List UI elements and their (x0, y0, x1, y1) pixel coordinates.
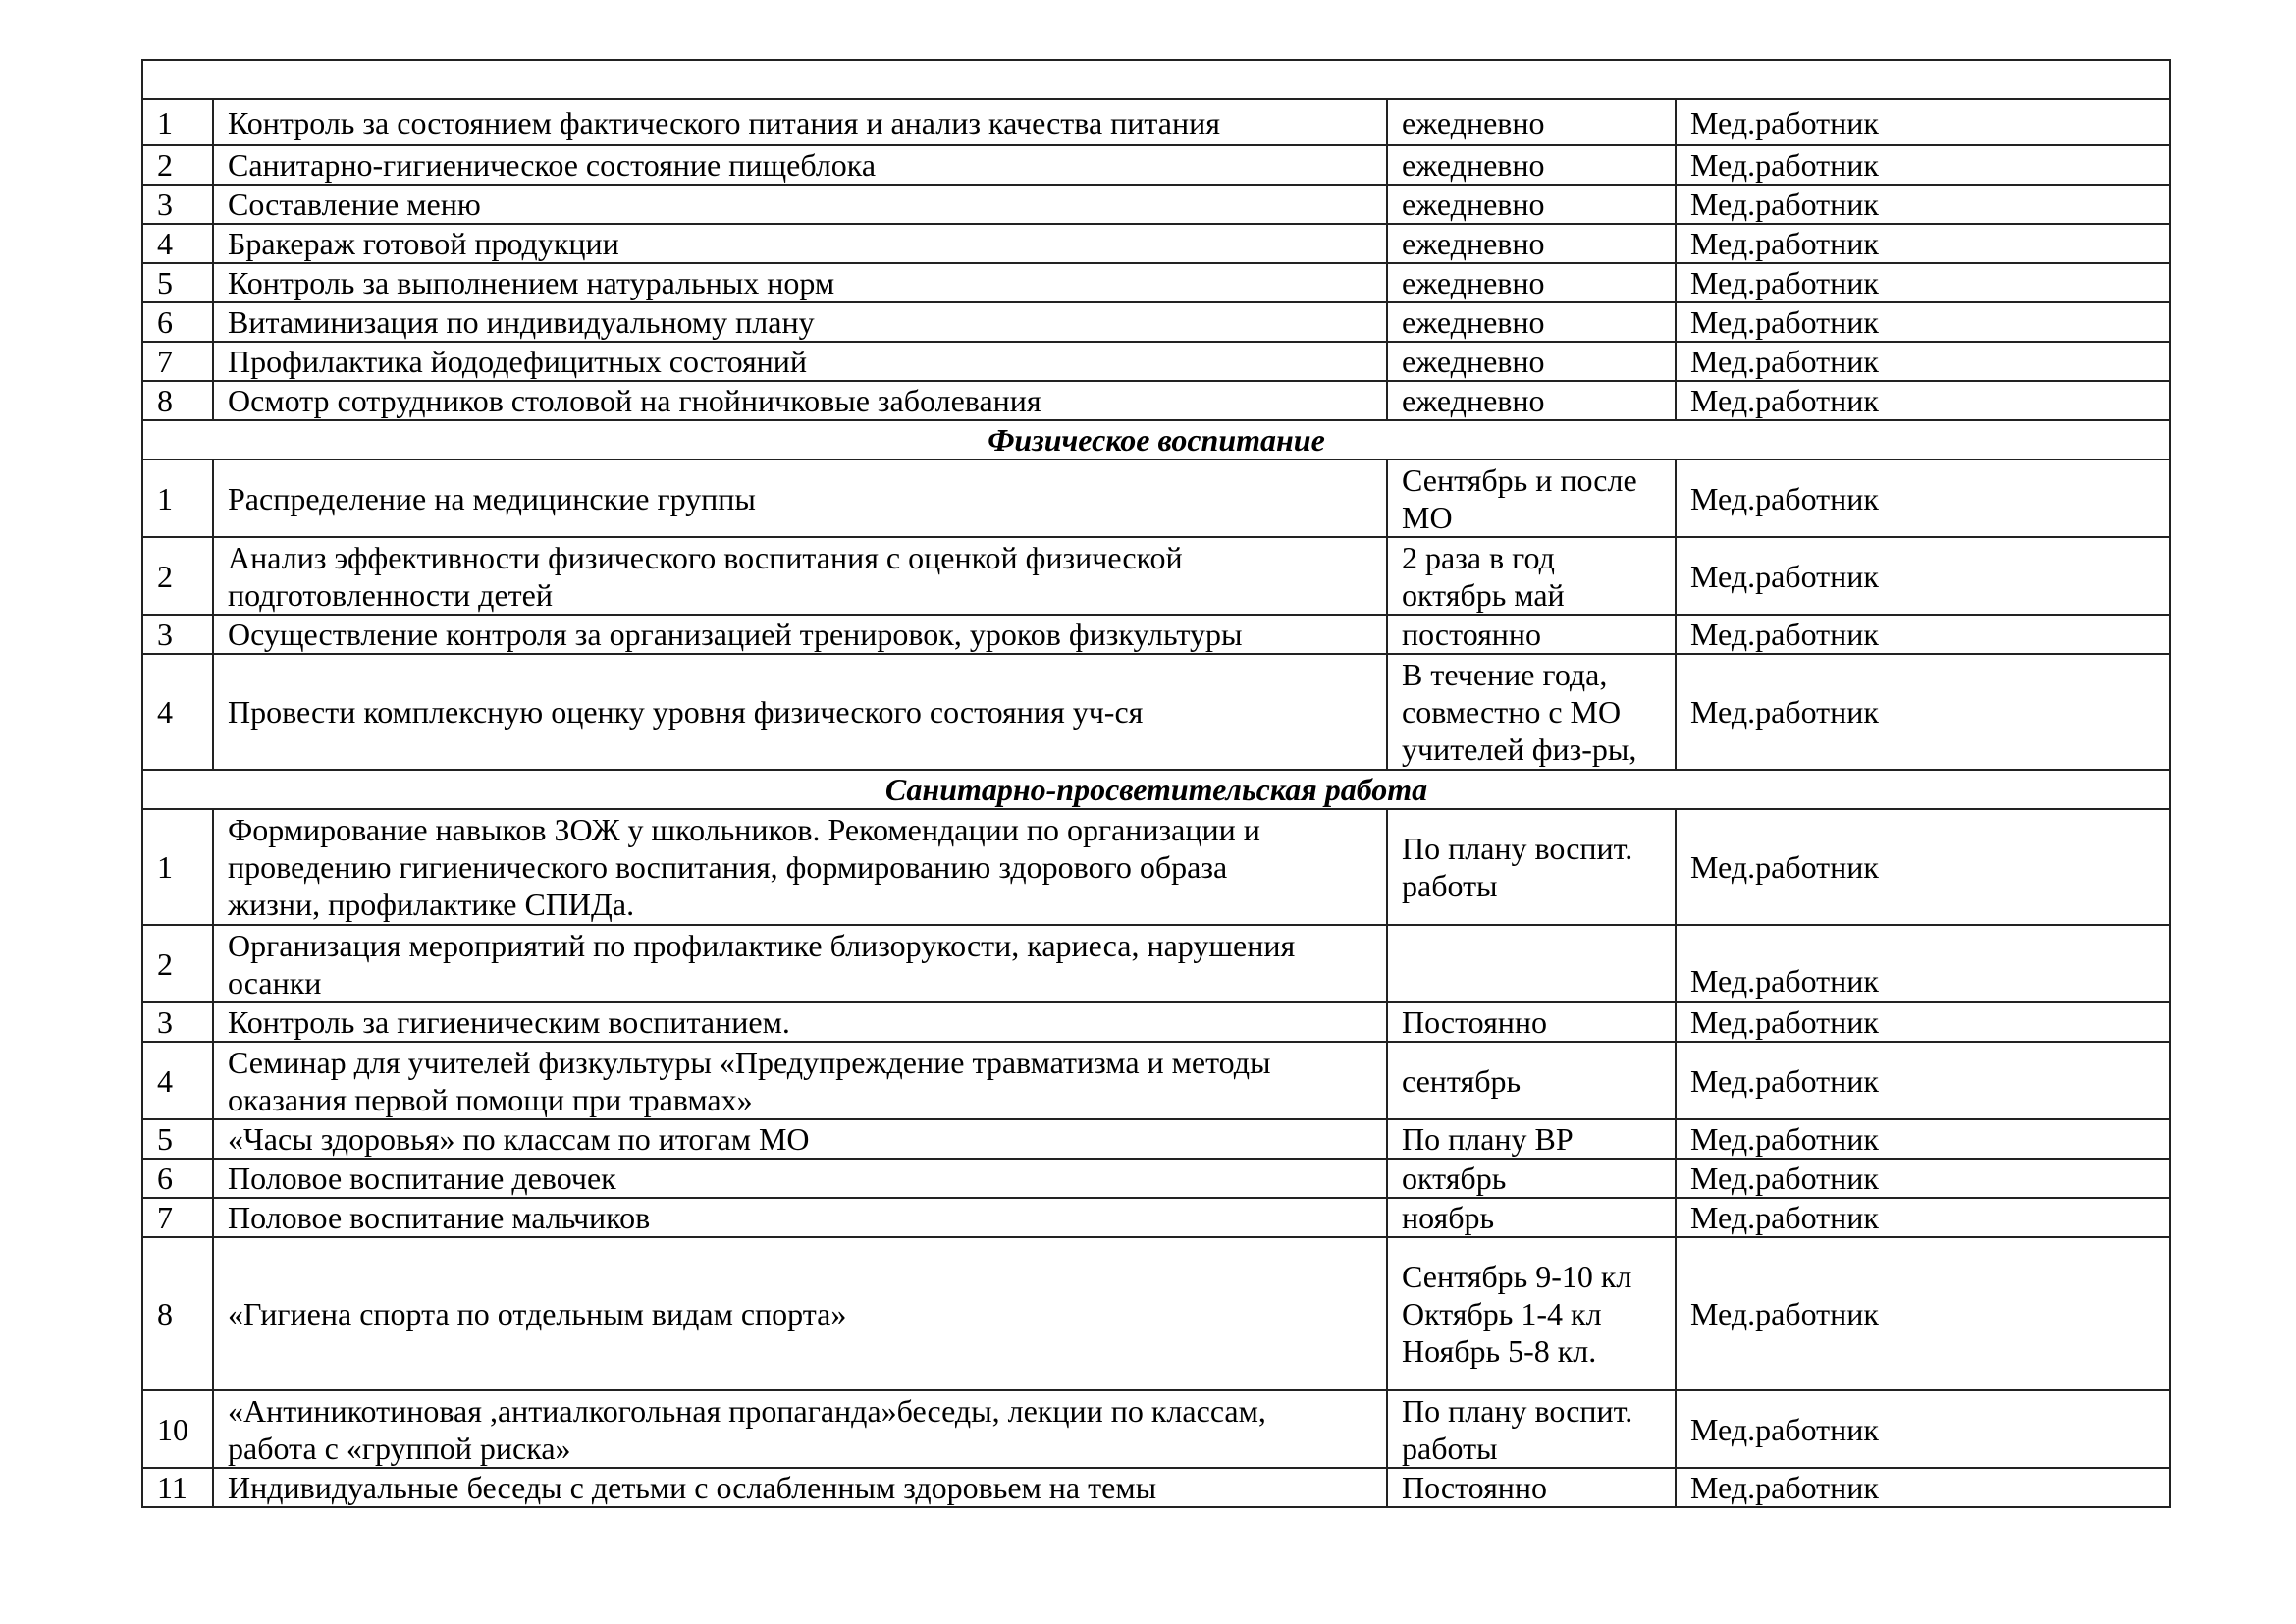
row-number: 7 (142, 342, 213, 381)
table-row (142, 342, 2170, 381)
responsible-cell: Мед.работник (1676, 263, 2170, 302)
table-row (142, 99, 2170, 145)
activity-line: Организация мероприятий по профилактике близорукости, кариеса, нарушения (228, 927, 1296, 963)
row-number: 10 (142, 1390, 213, 1468)
term-cell: октябрь (1387, 1159, 1676, 1198)
table-row (142, 925, 2170, 1002)
row-number: 8 (142, 381, 213, 420)
activity-cell (213, 537, 1387, 615)
term-cell: По плану ВР (1387, 1119, 1676, 1159)
term-cell: ежедневно (1387, 381, 1676, 420)
term-cell: сентябрь (1387, 1042, 1676, 1119)
term-cell: ежедневно (1387, 224, 1676, 263)
term-line: По плану воспит. (1402, 1392, 1633, 1429)
row-number: 3 (142, 1002, 213, 1042)
activity-cell (213, 1390, 1387, 1468)
row-number: 2 (142, 537, 213, 615)
term-cell (1387, 925, 1676, 1002)
row-number: 11 (142, 1468, 213, 1507)
section-title-physical: Физическое воспитание (142, 420, 2170, 460)
activity-cell: Витаминизация по индивидуальному плану (213, 302, 1387, 342)
responsible-cell: Мед.работник (1676, 1159, 2170, 1198)
term-cell: ноябрь (1387, 1198, 1676, 1237)
term-line: Октябрь 1-4 кл (1402, 1296, 1602, 1331)
responsible-cell: Мед.работник (1676, 1468, 2170, 1507)
term-cell: ежедневно (1387, 99, 1676, 145)
term-cell (1387, 654, 1676, 770)
table-row (142, 460, 2170, 537)
activity-cell: Контроль за выполнением натуральных норм (213, 263, 1387, 302)
section-header-row (142, 770, 2170, 809)
responsible-cell: Мед.работник (1676, 185, 2170, 224)
table-row (142, 1390, 2170, 1468)
term-cell: Постоянно (1387, 1468, 1676, 1507)
activity-cell: «Часы здоровья» по классам по итогам МО (213, 1119, 1387, 1159)
row-number: 6 (142, 1159, 213, 1198)
activity-cell: Индивидуальные беседы с детьми с ослабленным здоровьем на темы (213, 1468, 1387, 1507)
row-number: 6 (142, 302, 213, 342)
row-number: 3 (142, 615, 213, 654)
row-number: 5 (142, 1119, 213, 1159)
activity-cell: Осмотр сотрудников столовой на гнойничковые заболевания (213, 381, 1387, 420)
activity-cell: Половое воспитание мальчиков (213, 1198, 1387, 1237)
table-row (142, 1119, 2170, 1159)
responsible-cell: Мед.работник (1676, 925, 2170, 1002)
table-row (142, 1198, 2170, 1237)
responsible-cell: Мед.работник (1676, 1390, 2170, 1468)
table-row (142, 381, 2170, 420)
term-line: октябрь май (1402, 576, 1565, 613)
table-header-row (142, 60, 2170, 99)
term-line: Сентябрь 9-10 кл (1402, 1259, 1632, 1294)
table-row (142, 615, 2170, 654)
row-number: 1 (142, 99, 213, 145)
table-row (142, 1468, 2170, 1507)
activity-cell: Контроль за состоянием фактического питания и анализ качества питания (213, 99, 1387, 145)
term-line: В течение года, (1402, 657, 1608, 692)
table-row (142, 1042, 2170, 1119)
activity-line: Анализ эффективности физического воспитания с оценкой физической (228, 539, 1183, 575)
responsible-cell: Мед.работник (1676, 809, 2170, 925)
row-number: 4 (142, 1042, 213, 1119)
activity-cell (213, 809, 1387, 925)
table-row (142, 537, 2170, 615)
activity-cell (213, 1042, 1387, 1119)
table-row (142, 809, 2170, 925)
term-cell: ежедневно (1387, 302, 1676, 342)
term-line: работы (1402, 1430, 1498, 1466)
activity-line: «Антиникотиновая ,антиалкогольная пропаганда»беседы, лекции по классам, (228, 1392, 1266, 1429)
row-number: 4 (142, 654, 213, 770)
activity-line: жизни, профилактике СПИДа. (228, 887, 635, 922)
responsible-cell: Мед.работник (1676, 460, 2170, 537)
row-number: 4 (142, 224, 213, 263)
table-row (142, 224, 2170, 263)
activity-cell: Профилактика йододефицитных состояний (213, 342, 1387, 381)
term-line: 2 раза в год (1402, 539, 1555, 575)
activity-cell: «Гигиена спорта по отдельным видам спорта» (213, 1237, 1387, 1390)
activity-line: оказания первой помощи при травмах» (228, 1081, 753, 1117)
term-line: По плану воспит. (1402, 831, 1633, 866)
term-line: МО (1402, 499, 1453, 535)
term-cell (1387, 1390, 1676, 1468)
term-cell: Постоянно (1387, 1002, 1676, 1042)
responsible-cell: Мед.работник (1676, 1002, 2170, 1042)
responsible-cell: Мед.работник (1676, 1237, 2170, 1390)
responsible-cell: Мед.работник (1676, 302, 2170, 342)
table-row (142, 263, 2170, 302)
term-cell: ежедневно (1387, 263, 1676, 302)
section-header-row (142, 420, 2170, 460)
responsible-cell: Мед.работник (1676, 145, 2170, 185)
header-cell (142, 60, 2170, 99)
term-cell: ежедневно (1387, 145, 1676, 185)
activity-cell (213, 925, 1387, 1002)
activity-cell: Контроль за гигиеническим воспитанием. (213, 1002, 1387, 1042)
table-row (142, 145, 2170, 185)
term-line: работы (1402, 868, 1498, 903)
activity-line: Формирование навыков ЗОЖ у школьников. Рекомендации по организации и (228, 812, 1260, 847)
row-number: 7 (142, 1198, 213, 1237)
activity-cell: Провести комплексную оценку уровня физического состояния уч-ся (213, 654, 1387, 770)
row-number: 3 (142, 185, 213, 224)
activity-line: работа с «группой риска» (228, 1430, 571, 1466)
term-cell: постоянно (1387, 615, 1676, 654)
responsible-cell: Мед.работник (1676, 224, 2170, 263)
table-row (142, 1002, 2170, 1042)
responsible-cell: Мед.работник (1676, 381, 2170, 420)
responsible-cell: Мед.работник (1676, 615, 2170, 654)
activity-cell: Составление меню (213, 185, 1387, 224)
row-number: 1 (142, 809, 213, 925)
activity-cell: Осуществление контроля за организацией тренировок, уроков физкультуры (213, 615, 1387, 654)
term-cell (1387, 460, 1676, 537)
responsible-cell: Мед.работник (1676, 537, 2170, 615)
activity-cell: Бракераж готовой продукции (213, 224, 1387, 263)
term-line: совместно с МО (1402, 694, 1622, 730)
responsible-cell: Мед.работник (1676, 654, 2170, 770)
responsible-cell: Мед.работник (1676, 99, 2170, 145)
activity-cell: Распределение на медицинские группы (213, 460, 1387, 537)
row-number: 2 (142, 925, 213, 1002)
table-row (142, 1237, 2170, 1390)
responsible-cell: Мед.работник (1676, 1198, 2170, 1237)
term-line: Ноябрь 5-8 кл. (1402, 1333, 1597, 1369)
table-row (142, 654, 2170, 770)
activity-line: Семинар для учителей физкультуры «Предупреждение травматизма и методы (228, 1044, 1271, 1080)
term-cell (1387, 1237, 1676, 1390)
term-line: учителей физ-ры, (1402, 731, 1637, 767)
activity-line: осанки (228, 964, 322, 1001)
table-row (142, 302, 2170, 342)
activity-line: проведению гигиенического воспитания, формированию здорового образа (228, 849, 1228, 885)
activity-line: подготовленности детей (228, 576, 553, 613)
section-title-sanitary: Санитарно-просветительская работа (142, 770, 2170, 809)
term-cell: ежедневно (1387, 185, 1676, 224)
activity-cell: Половое воспитание девочек (213, 1159, 1387, 1198)
term-line: Сентябрь и после (1402, 461, 1637, 498)
table-row (142, 1159, 2170, 1198)
term-cell (1387, 537, 1676, 615)
responsible-cell: Мед.работник (1676, 342, 2170, 381)
responsible-cell: Мед.работник (1676, 1119, 2170, 1159)
row-number: 2 (142, 145, 213, 185)
responsible-cell: Мед.работник (1676, 1042, 2170, 1119)
term-cell (1387, 809, 1676, 925)
row-number: 5 (142, 263, 213, 302)
term-cell: ежедневно (1387, 342, 1676, 381)
activity-cell: Санитарно-гигиеническое состояние пищеблока (213, 145, 1387, 185)
table-row (142, 185, 2170, 224)
row-number: 8 (142, 1237, 213, 1390)
row-number: 1 (142, 460, 213, 537)
work-plan-table (141, 59, 2171, 1508)
